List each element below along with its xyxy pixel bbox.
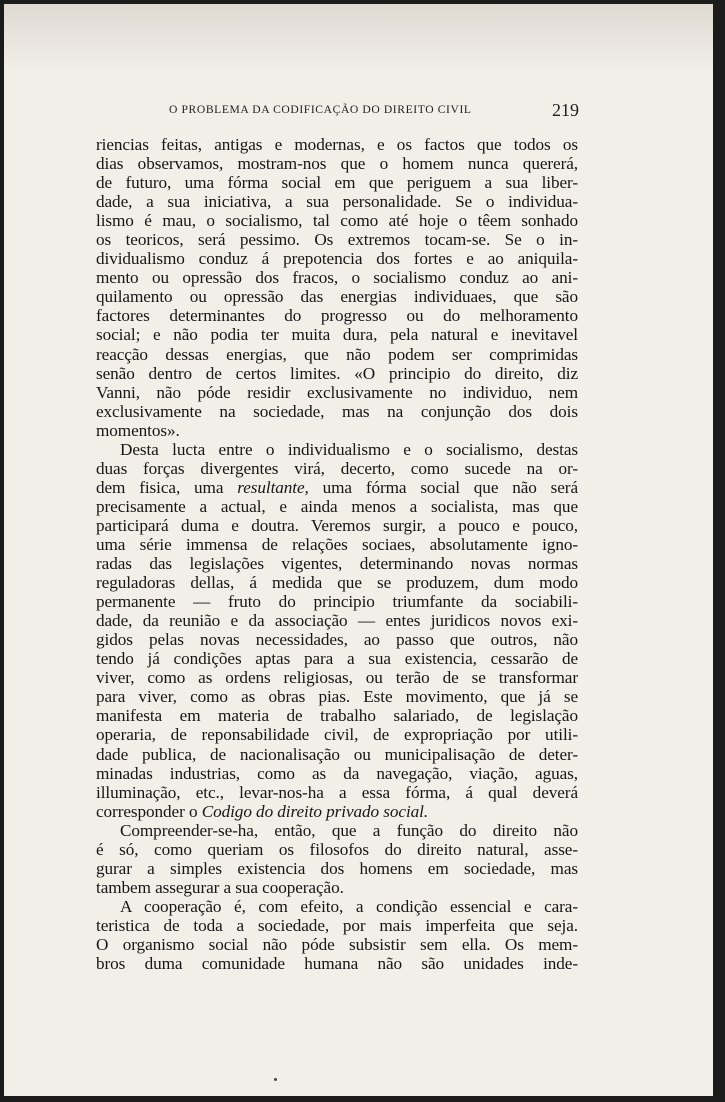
text-line: para viver, como as obras pias. Este movimento, que já se [96,687,578,707]
text-line: minadas industrias, como as da navegação, viação, aguas, [96,763,578,783]
text-line: Compreender-se-ha, então, que a função do direito não [120,820,578,840]
text-line: bros duma comunidade humana não são unidades inde- [96,954,578,974]
italic-term: Codigo do direito privado social. [201,801,429,821]
text-line: lismo é mau, o socialismo, tal como até hoje o têem sonhado [96,211,578,231]
text-line: A cooperação é, com efeito, a condição essencial e cara- [120,896,578,916]
text-line: factores determinantes do progresso ou do melhoramento [96,306,578,326]
text-line: radas das legislações vigentes, determinando novas normas [96,554,578,574]
text-line: gidos pelas novas necessidades, ao passo que outros, não [96,630,578,650]
text-line: gurar a simples existencia dos homens em sociedade, mas [96,858,578,878]
text-line: participará duma e doutra. Veremos surgir, a pouco e pouco, [96,515,578,535]
text-line: uma série immensa de relações sociaes, absolutamente igno- [96,534,578,554]
text-line: tambem assegurar a sua cooperação. [96,877,344,897]
text-line: riencias feitas, antigas e modernas, e os factos que todos os [96,135,578,154]
text-line: manifesta em materia de trabalho salariado, de legislação [96,706,578,726]
text-line: dem fisica, uma resultante, uma fórma social que não será [96,477,578,497]
text-line: momentos». [96,420,180,440]
text-line: permanente — fruto do principio triumfante da sociabili- [96,592,578,612]
ink-speck [274,1078,277,1081]
page-header [169,100,579,120]
text-line: é só, como queriam os filosofos do direito natural, asse- [96,839,578,859]
text-line: O organismo social não póde subsistir sem ella. Os mem- [96,934,578,954]
text-line: viver, como as ordens religiosas, ou terão de se transformar [96,668,578,688]
text-line: social; e não podia ter muita dura, pela natural e inevitavel [96,325,578,345]
text-line: de futuro, uma fórma social em que periguem a sua liber- [96,173,578,193]
text-line: dade, da reunião e da associação — entes juridicos novos exi- [96,611,578,631]
text-line: mento ou opressão dos fracos, o socialismo conduz ao ani- [96,268,578,288]
book-page [4,4,713,1096]
body-text [96,135,578,973]
text-line: dividualismo conduz á prepotencia dos fortes e ao aniquila- [96,249,578,269]
text-line: teristica de toda a sociedade, por mais imperfeita que seja. [96,915,578,935]
text-line: Desta lucta entre o individualismo e o socialismo, destas [120,439,578,459]
text-line: corresponder o Codigo do direito privado social. [96,801,429,821]
text-line: dias observamos, mostram-nos que o homem nunca quererá, [96,154,578,174]
text-line: illuminação, etc., levar-nos-ha a essa fórma, á qual deverá [96,782,578,802]
text-line: quilamento ou opressão das energias individuaes, que são [96,287,578,307]
text-line: dade, a sua iniciativa, a sua personalidade. Se o individua- [96,192,578,212]
text-line: exclusivamente na sociedade, mas na conjunção dos dois [96,401,578,421]
text-line: operaria, de reponsabilidade civil, de expropriação por utili- [96,725,578,745]
text-line: Vanni, não póde residir exclusivamente no individuo, nem [96,382,578,402]
page-number: 219 [552,100,579,120]
text-line: duas forças divergentes virá, decerto, como sucede na or- [96,458,578,478]
text-line: tendo já condições aptas para a sua existencia, cessarão de [96,649,578,669]
italic-term: resultante, [237,477,309,497]
text-line: precisamente a actual, e ainda menos a socialista, mas que [96,496,578,516]
text-line: reguladoras dellas, á medida que se produzem, dum modo [96,573,578,593]
text-line: reacção dessas energias, que não podem ser comprimidas [96,344,578,364]
text-line: senão dentro de certos limites. «O principio do direito, diz [96,363,578,383]
text-line: dade publica, de nacionalisação ou municipalisação de deter- [96,744,578,764]
running-title: O PROBLEMA DA CODIFICAÇÃO DO DIREITO CIVIL [169,103,472,116]
text-line: os teoricos, será pessimo. Os extremos tocam-se. Se o in- [96,230,578,250]
